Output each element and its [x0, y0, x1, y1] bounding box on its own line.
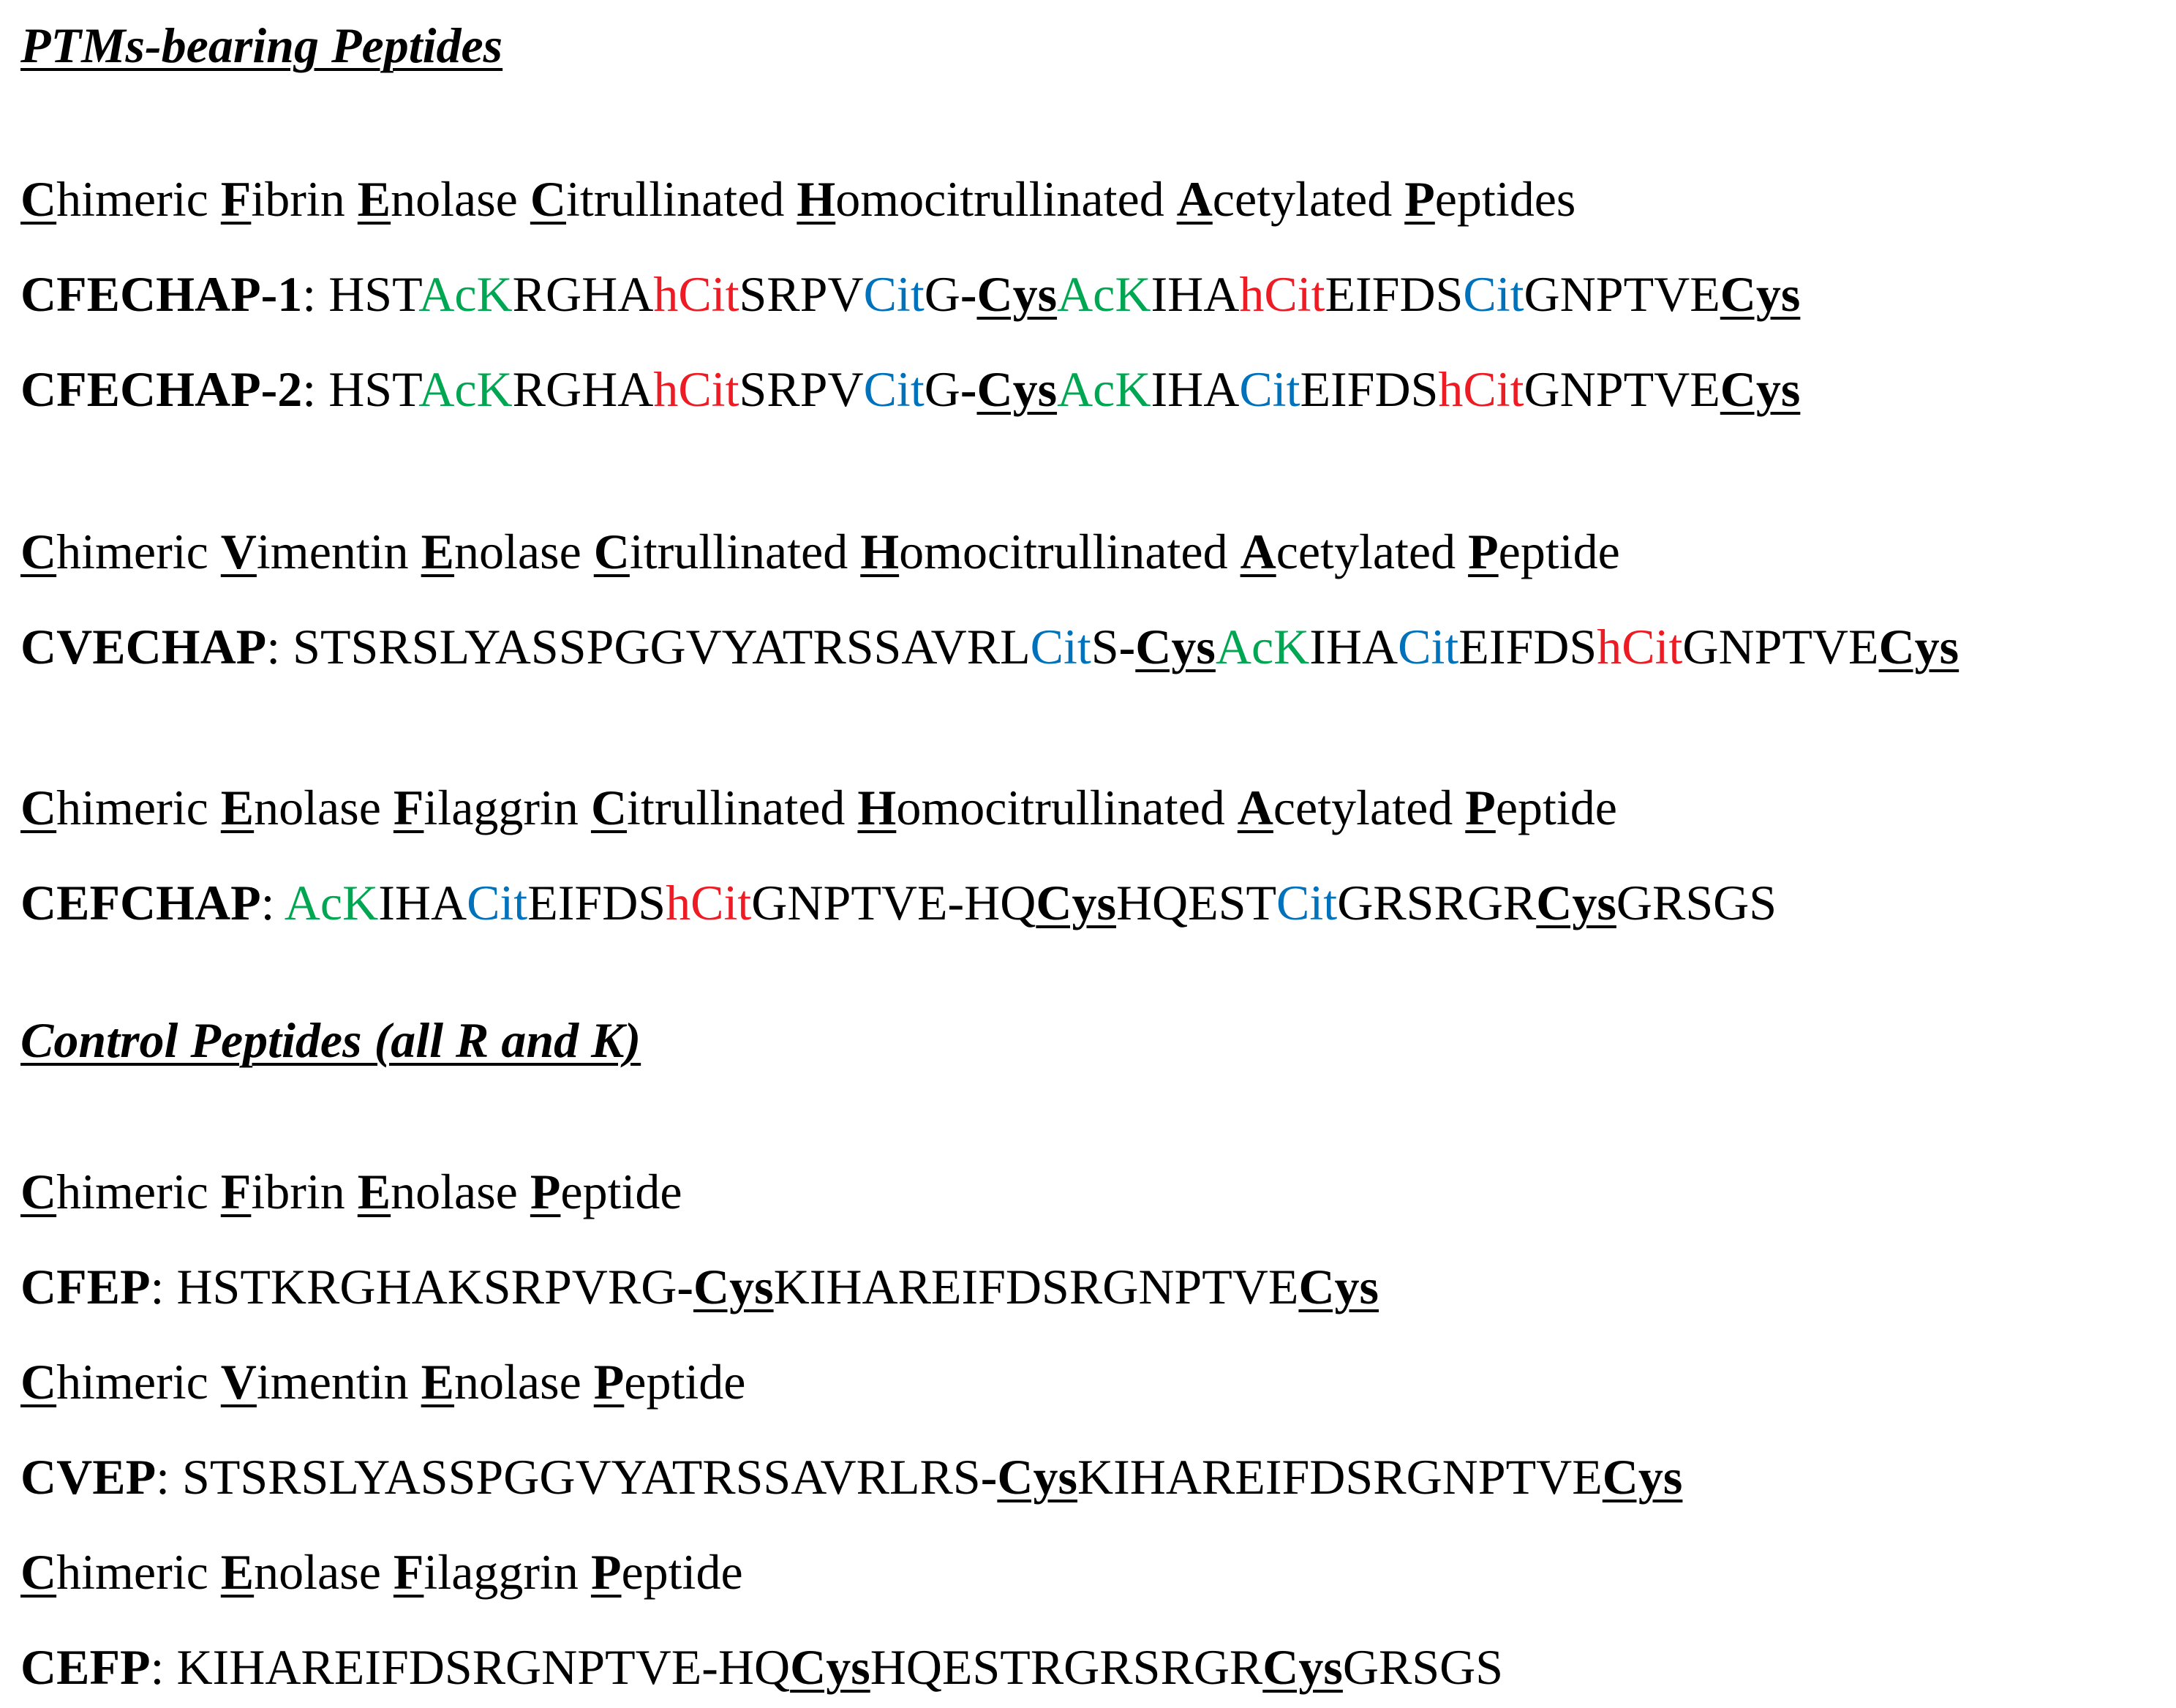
group-title-cefp: [20, 1544, 743, 1600]
title-word-rest: ilaggrin: [423, 1544, 579, 1600]
sequence-segment-dash: -: [960, 361, 977, 417]
peptide-cfechap-1: [20, 266, 1801, 322]
title-word-rest: eptide: [621, 1544, 743, 1600]
title-word: [221, 1544, 381, 1600]
title-word-initial: C: [20, 524, 57, 579]
title-word-rest: eptide: [624, 1354, 746, 1410]
sequence-segment-plain: GNPTVE: [1524, 361, 1720, 417]
sequence-segment-plain: HQESTRGRSRGR: [870, 1639, 1263, 1695]
sequence-segment-plain: EIFDS: [527, 875, 666, 930]
sequence-segment-plain: IHA: [1309, 619, 1398, 674]
sequence-segment-ack: AcK: [1057, 266, 1151, 322]
sequence-segment-plain: RGHA: [512, 266, 654, 322]
peptide-name: CEFP: [20, 1639, 151, 1695]
title-word: [20, 780, 208, 835]
sequence-segment-hcit: hCit: [1438, 361, 1524, 417]
sequence-segment-plain: SRPV: [739, 266, 864, 322]
peptide-separator: :: [266, 619, 293, 674]
sequence-segment-plain: HSTKRGHAKSRPVRG: [176, 1259, 677, 1314]
title-word: [358, 1164, 518, 1219]
title-word-initial: C: [530, 171, 566, 227]
sequence-segment-plain: GNPTVE: [1524, 266, 1720, 322]
peptide-cvep: [20, 1449, 1683, 1505]
title-word-initial: H: [857, 780, 897, 835]
title-word-rest: itrullinated: [629, 524, 848, 579]
peptide-separator: :: [302, 266, 329, 322]
title-word-initial: A: [1237, 780, 1273, 835]
peptide-name: CFEP: [20, 1259, 151, 1314]
sequence-segment-cit: Cit: [467, 875, 528, 930]
title-word-rest: ilaggrin: [423, 780, 579, 835]
sequence-segment-plain: STSRSLYASSPGGVYATRSSAVRLRS: [182, 1449, 981, 1505]
title-word-initial: F: [393, 1544, 424, 1600]
sequence-segment-cit: Cit: [1030, 619, 1091, 674]
title-word-rest: himeric: [56, 1164, 208, 1219]
title-word-rest: cetylated: [1273, 780, 1453, 835]
title-word-initial: C: [20, 1544, 57, 1600]
title-word-rest: omocitrullinated: [899, 524, 1228, 579]
title-word-rest: imentin: [256, 1354, 409, 1410]
title-word: [1465, 780, 1617, 835]
title-word-initial: E: [421, 524, 455, 579]
title-word-initial: P: [1465, 780, 1496, 835]
title-word: [530, 1164, 682, 1219]
sequence-segment-hcit: hCit: [653, 361, 739, 417]
sequence-segment-plain: EIFDS: [1325, 266, 1464, 322]
title-word-rest: himeric: [56, 171, 208, 227]
title-word: [221, 780, 381, 835]
title-word-initial: H: [860, 524, 900, 579]
sequence-segment-dash: -: [980, 1449, 998, 1505]
sequence-segment-cys: Cys: [976, 266, 1058, 322]
title-word: [797, 171, 1164, 227]
title-word: [358, 171, 518, 227]
sequence-segment-cit: Cit: [1463, 266, 1524, 322]
title-word: [1177, 171, 1393, 227]
sequence-segment-plain: GNPTVE-HQ: [751, 875, 1036, 930]
title-word-rest: itrullinated: [627, 780, 846, 835]
title-word-rest: omocitrullinated: [896, 780, 1225, 835]
sequence-segment-plain: SRPV: [739, 361, 864, 417]
group-title-cfechap: [20, 171, 1576, 227]
sequence-segment-plain: GRSRGR: [1337, 875, 1537, 930]
group-title-cvechap: [20, 524, 1620, 579]
sequence-segment-plain: GRSGS: [1342, 1639, 1504, 1695]
title-word-rest: eptides: [1434, 171, 1576, 227]
sequence-segment-ack: AcK: [284, 875, 379, 930]
title-word-rest: eptide: [1498, 524, 1620, 579]
title-word: [1404, 171, 1575, 227]
peptide-separator: :: [150, 1259, 177, 1314]
peptide-cfep: [20, 1259, 1379, 1314]
peptide-separator: :: [302, 361, 329, 417]
sequence-segment-cit: Cit: [1239, 361, 1300, 417]
title-word-rest: himeric: [56, 524, 208, 579]
sequence-segment-cys: Cys: [997, 1449, 1077, 1505]
title-word-initial: E: [357, 1164, 391, 1219]
title-word: [1468, 524, 1620, 579]
sequence-segment-plain: KIHAREIFDSRGNPTVE: [1077, 1449, 1603, 1505]
title-word-rest: himeric: [56, 1354, 208, 1410]
sequence-segment-cit: Cit: [1398, 619, 1459, 674]
sequence-segment-hcit: hCit: [1597, 619, 1683, 674]
title-word-rest: nolase: [454, 524, 581, 579]
title-word-initial: P: [1404, 171, 1435, 227]
title-word-initial: C: [20, 780, 57, 835]
title-word-initial: E: [220, 1544, 255, 1600]
title-word-initial: P: [1468, 524, 1499, 579]
sequence-segment-cys: Cys: [1878, 619, 1959, 674]
title-word: [591, 1544, 743, 1600]
peptide-name: CVECHAP: [20, 619, 267, 674]
sequence-segment-plain: GNPTVE: [1682, 619, 1879, 674]
sequence-segment-cys: Cys: [1298, 1259, 1379, 1314]
title-word-rest: cetylated: [1276, 524, 1456, 579]
title-word-initial: C: [20, 171, 57, 227]
control-section-heading: Control Peptides (all R and K): [20, 1012, 641, 1068]
sequence-segment-ack: AcK: [418, 361, 513, 417]
title-word: [594, 524, 848, 579]
title-word: [394, 1544, 579, 1600]
title-word: [221, 1354, 409, 1410]
sequence-segment-plain: GRSGS: [1616, 875, 1777, 930]
title-word-initial: E: [357, 171, 391, 227]
title-word-initial: F: [220, 171, 252, 227]
title-word: [221, 1164, 345, 1219]
title-word: [1238, 780, 1453, 835]
title-word: [421, 524, 581, 579]
sequence-segment-hcit: hCit: [653, 266, 739, 322]
title-word: [594, 1354, 746, 1410]
peptide-name: CVEP: [20, 1449, 157, 1505]
sequence-segment-plain: EIFDS: [1458, 619, 1597, 674]
sequence-segment-cys: Cys: [1720, 266, 1801, 322]
peptide-separator: :: [150, 1639, 177, 1695]
sequence-segment-plain: HQEST: [1115, 875, 1277, 930]
title-word-rest: himeric: [56, 1544, 208, 1600]
sequence-segment-cys: Cys: [1135, 619, 1216, 674]
sequence-segment-ack: AcK: [1057, 361, 1151, 417]
title-word-rest: ibrin: [251, 1164, 345, 1219]
sequence-segment-plain: RGHA: [512, 361, 654, 417]
title-word: [857, 780, 1224, 835]
sequence-segment-cys: Cys: [1262, 1639, 1343, 1695]
group-title-cefchap: [20, 780, 1617, 835]
title-word-rest: itrullinated: [565, 171, 785, 227]
title-word: [1241, 524, 1456, 579]
sequence-segment-plain: IHA: [378, 875, 467, 930]
sequence-segment-cys: Cys: [976, 361, 1058, 417]
title-word-rest: eptide: [1495, 780, 1617, 835]
peptide-name: CFECHAP-1: [20, 266, 303, 322]
title-word: [221, 171, 345, 227]
title-word: [20, 1354, 208, 1410]
peptide-cvechap: [20, 619, 1959, 674]
sequence-segment-plain: KIHAREIFDSRGNPTVE-HQ: [176, 1639, 791, 1695]
title-word-rest: nolase: [454, 1354, 581, 1410]
title-word-initial: P: [530, 1164, 561, 1219]
ptm-section-heading: PTMs-bearing Peptides: [20, 18, 503, 73]
title-word: [20, 1544, 208, 1600]
title-word-rest: eptide: [560, 1164, 682, 1219]
title-word-initial: C: [20, 1354, 57, 1410]
title-word-initial: A: [1240, 524, 1276, 579]
title-word-initial: C: [20, 1164, 57, 1219]
title-word-initial: H: [797, 171, 836, 227]
sequence-segment-dash: -: [677, 1259, 694, 1314]
peptide-cefp: [20, 1639, 1504, 1695]
title-word-initial: V: [220, 1354, 257, 1410]
sequence-segment-plain: G: [924, 361, 960, 417]
sequence-segment-plain: STSRSLYASSPGGVYATRSSAVRL: [293, 619, 1031, 674]
title-word-rest: nolase: [254, 780, 381, 835]
peptide-cfechap-2: [20, 361, 1801, 417]
title-word: [860, 524, 1227, 579]
title-word-initial: E: [220, 780, 255, 835]
sequence-segment-cit: Cit: [1276, 875, 1338, 930]
sequence-segment-cit: Cit: [863, 361, 925, 417]
peptide-separator: :: [260, 875, 285, 930]
sequence-segment-plain: KIHAREIFDSRGNPTVE: [773, 1259, 1299, 1314]
title-word: [20, 171, 208, 227]
sequence-segment-plain: HST: [328, 361, 419, 417]
sequence-segment-cys: Cys: [693, 1259, 774, 1314]
title-word: [394, 780, 579, 835]
title-word-initial: P: [593, 1354, 625, 1410]
title-word: [20, 1164, 208, 1219]
sequence-segment-plain: G: [924, 266, 960, 322]
title-word-rest: nolase: [254, 1544, 381, 1600]
sequence-segment-dash: -: [960, 266, 977, 322]
title-word: [20, 524, 208, 579]
sequence-segment-ack: AcK: [1215, 619, 1310, 674]
sequence-segment-hcit: hCit: [1239, 266, 1325, 322]
sequence-segment-cys: Cys: [1720, 361, 1801, 417]
title-word: [530, 171, 784, 227]
title-word-initial: F: [393, 780, 424, 835]
title-word-rest: himeric: [56, 780, 208, 835]
sequence-segment-plain: S: [1091, 619, 1119, 674]
sequence-segment-ack: AcK: [418, 266, 513, 322]
title-word-initial: C: [590, 780, 628, 835]
peptide-name: CEFCHAP: [20, 875, 261, 930]
group-title-cfep: [20, 1164, 682, 1219]
sequence-segment-hcit: hCit: [666, 875, 752, 930]
sequence-segment-cys: Cys: [1602, 1449, 1683, 1505]
sequence-segment-cys: Cys: [1036, 875, 1116, 930]
title-word-rest: imentin: [256, 524, 409, 579]
sequence-segment-plain: EIFDS: [1300, 361, 1439, 417]
peptide-cefchap: [20, 875, 1777, 930]
sequence-segment-plain: IHA: [1151, 361, 1240, 417]
title-word-rest: ibrin: [251, 171, 345, 227]
sequence-segment-dash: -: [1118, 619, 1136, 674]
sequence-segment-cys: Cys: [790, 1639, 870, 1695]
sequence-segment-plain: HST: [328, 266, 419, 322]
title-word-initial: F: [220, 1164, 252, 1219]
peptide-name: CFECHAP-2: [20, 361, 303, 417]
peptide-separator: :: [156, 1449, 183, 1505]
title-word-initial: V: [220, 524, 257, 579]
title-word-rest: nolase: [391, 1164, 518, 1219]
title-word: [421, 1354, 581, 1410]
sequence-segment-cit: Cit: [863, 266, 925, 322]
sequence-segment-plain: IHA: [1151, 266, 1240, 322]
title-word-rest: omocitrullinated: [835, 171, 1164, 227]
title-word-initial: E: [421, 1354, 455, 1410]
title-word-rest: cetylated: [1212, 171, 1393, 227]
title-word-rest: nolase: [391, 171, 518, 227]
title-word: [591, 780, 845, 835]
title-word-initial: C: [593, 524, 630, 579]
title-word-initial: A: [1176, 171, 1213, 227]
group-title-cvep: [20, 1354, 746, 1410]
title-word: [221, 524, 409, 579]
title-word-initial: P: [590, 1544, 622, 1600]
sequence-segment-cys: Cys: [1536, 875, 1616, 930]
